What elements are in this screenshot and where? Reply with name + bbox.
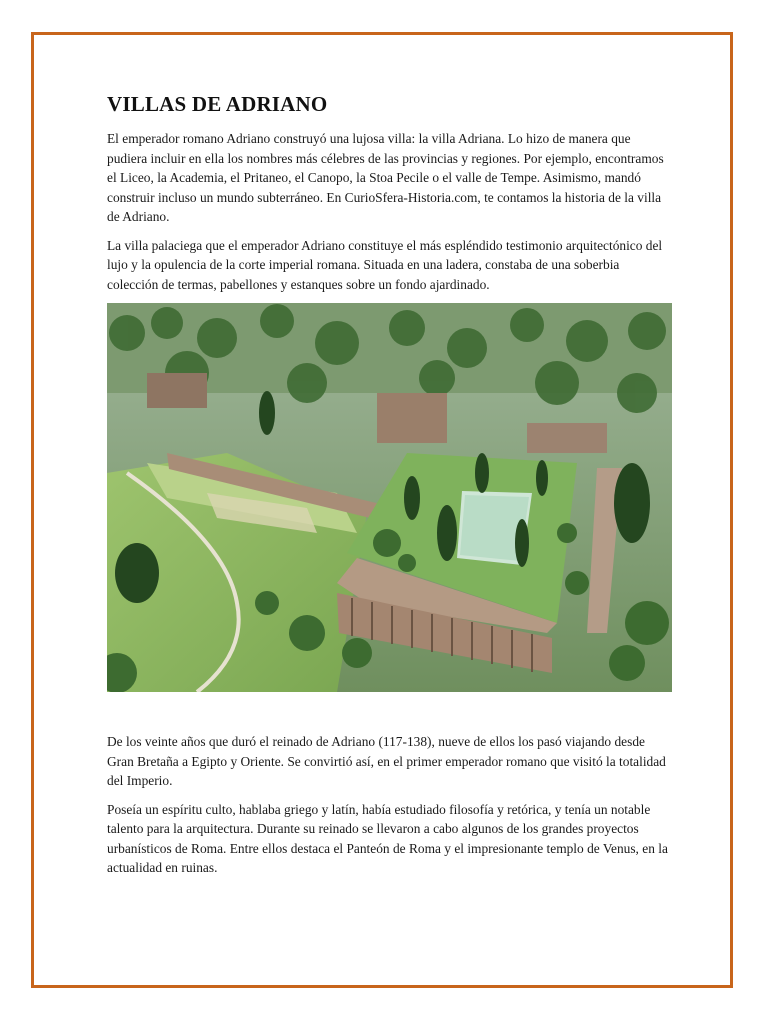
paragraph-villa-description: La villa palaciega que el emperador Adriano constituye el más espléndido testimonio arquitectónico del lujo y la opulencia de la corte imperial romana. Situada en una ladera, constaba de una soberbia colección de termas, pabellones y estanques sobre un fondo ajardinado. xyxy=(107,237,663,292)
paragraph-culture: Poseía un espíritu culto, hablaba griego y latín, había estudiado filosofía y retórica, y tenía un notable talento para la arquitectura. Durante su reinado se llevaron a cabo algunos de los grandes proyectos urbanísticos de Roma. Entre ellos destaca el Panteón de Roma y el impresionante templo de Venus, en la actualidad en ruinas. xyxy=(107,801,668,875)
document-body xyxy=(107,92,672,887)
paragraph-reign: De los veinte años que duró el reinado de Adriano (117-138), nueve de ellos los pasó viajando desde Gran Bretaña a Egipto y Oriente. Se convirtió así, en el primer emperador romano que visitó la totalidad del Imperio. xyxy=(107,734,666,788)
villa-aerial-photo xyxy=(107,303,672,692)
paragraph-intro: El emperador romano Adriano construyó una lujosa villa: la villa Adriana. Lo hizo de manera que pudiera incluir en ella los nombres más célebres de las provincias y regiones. Por ejemplo, encontramos el Liceo, la Academia, el Pritaneo, el Canopo, la Stoa Pecile o el valle de Tempe. Asimismo, mandó construir incluso un mundo subterráneo. En CurioSfera-Historia.com, te contamos la historia de la villa de Adriano. xyxy=(107,131,664,224)
page-title: VILLAS DE ADRIANO xyxy=(107,92,328,116)
